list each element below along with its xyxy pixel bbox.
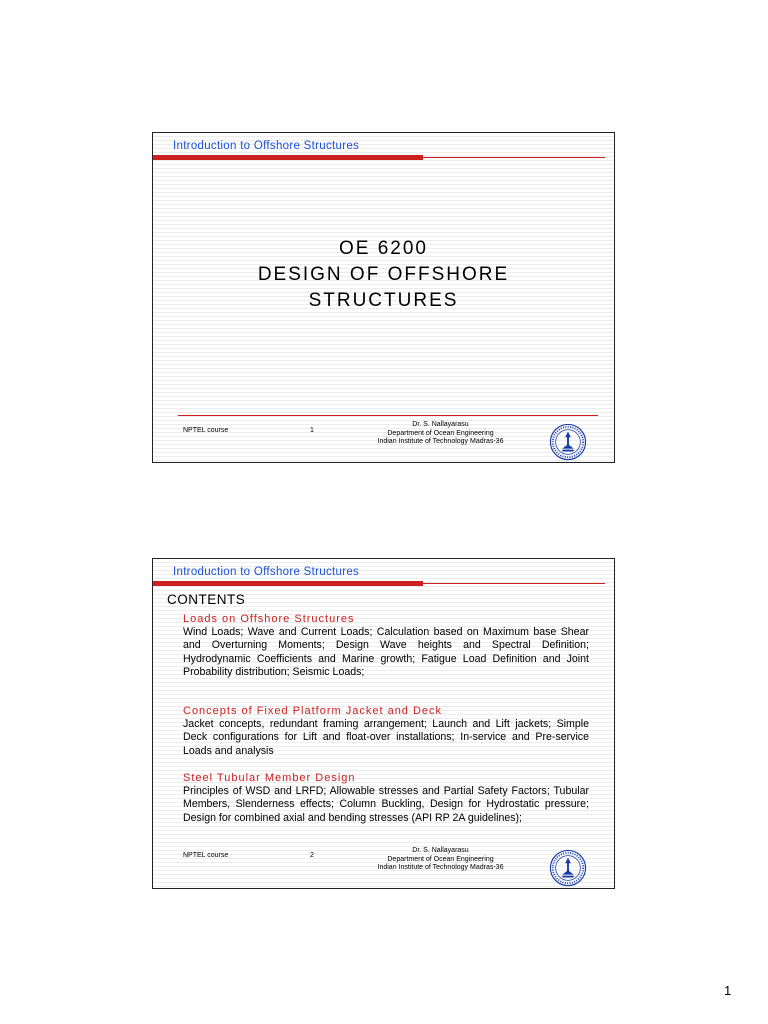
iit-madras-seal-icon <box>549 423 587 461</box>
slide-1 <box>152 132 615 463</box>
slide-2 <box>152 558 615 889</box>
slide-title <box>153 236 614 314</box>
contents-heading: CONTENTS <box>167 592 246 607</box>
footer-slide-number: 2 <box>310 852 314 859</box>
footer-rule <box>178 415 598 416</box>
contents-section <box>183 704 589 758</box>
title-line-3: STRUCTURES <box>308 290 459 311</box>
contents-section <box>183 771 589 825</box>
page-number: 1 <box>724 983 732 998</box>
slide-header: Introduction to Offshore Structures <box>173 566 360 578</box>
section-title: Concepts of Fixed Platform Jacket and Deck <box>183 705 443 717</box>
header-rule-thick <box>153 155 423 160</box>
contents-section <box>183 612 589 679</box>
section-title: Steel Tubular Member Design <box>183 772 356 784</box>
author-institute: Indian Institute of Technology Madras-36 <box>377 438 504 445</box>
author-department: Department of Ocean Engineering <box>387 429 494 437</box>
title-line-1: OE 6200 <box>339 238 428 259</box>
author-institute: Indian Institute of Technology Madras-36 <box>377 864 504 871</box>
footer-course: NPTEL course <box>183 427 229 434</box>
author-name: Dr. S. Nallayarasu <box>412 421 469 428</box>
title-line-2: DESIGN OF OFFSHORE <box>257 264 510 285</box>
slide-header: Introduction to Offshore Structures <box>173 140 360 152</box>
section-body: Wind Loads; Wave and Current Loads; Calculation based on Maximum base Shear and Overturning Moments; Design Wave heights and Spectral Definition; Hydrodynamic Coefficients and Marine growth; Fatigue Load Definition and Joint Probability distribution; Seismic Loads; <box>183 626 589 678</box>
footer-slide-number: 1 <box>310 427 314 434</box>
section-body: Jacket concepts, redundant framing arrangement; Launch and Lift jackets; Simple Deck configurations for Lift and float-over installations; In-service and Pre-service Loads and analysis <box>183 718 589 757</box>
footer-course: NPTEL course <box>183 852 229 859</box>
iit-madras-seal-icon <box>549 849 587 887</box>
footer-author <box>353 421 528 447</box>
footer-author <box>353 847 528 873</box>
author-department: Department of Ocean Engineering <box>387 855 494 863</box>
section-body: Principles of WSD and LRFD; Allowable stresses and Partial Safety Factors; Tubular Members, Slenderness effects; Column Buckling, Design for Hydrostatic pressure; Design for combined axial and bending stresses (API RP 2A guidelines); <box>183 785 589 824</box>
author-name: Dr. S. Nallayarasu <box>412 847 469 854</box>
header-rule-thick <box>153 581 423 586</box>
section-title: Loads on Offshore Structures <box>183 613 355 625</box>
